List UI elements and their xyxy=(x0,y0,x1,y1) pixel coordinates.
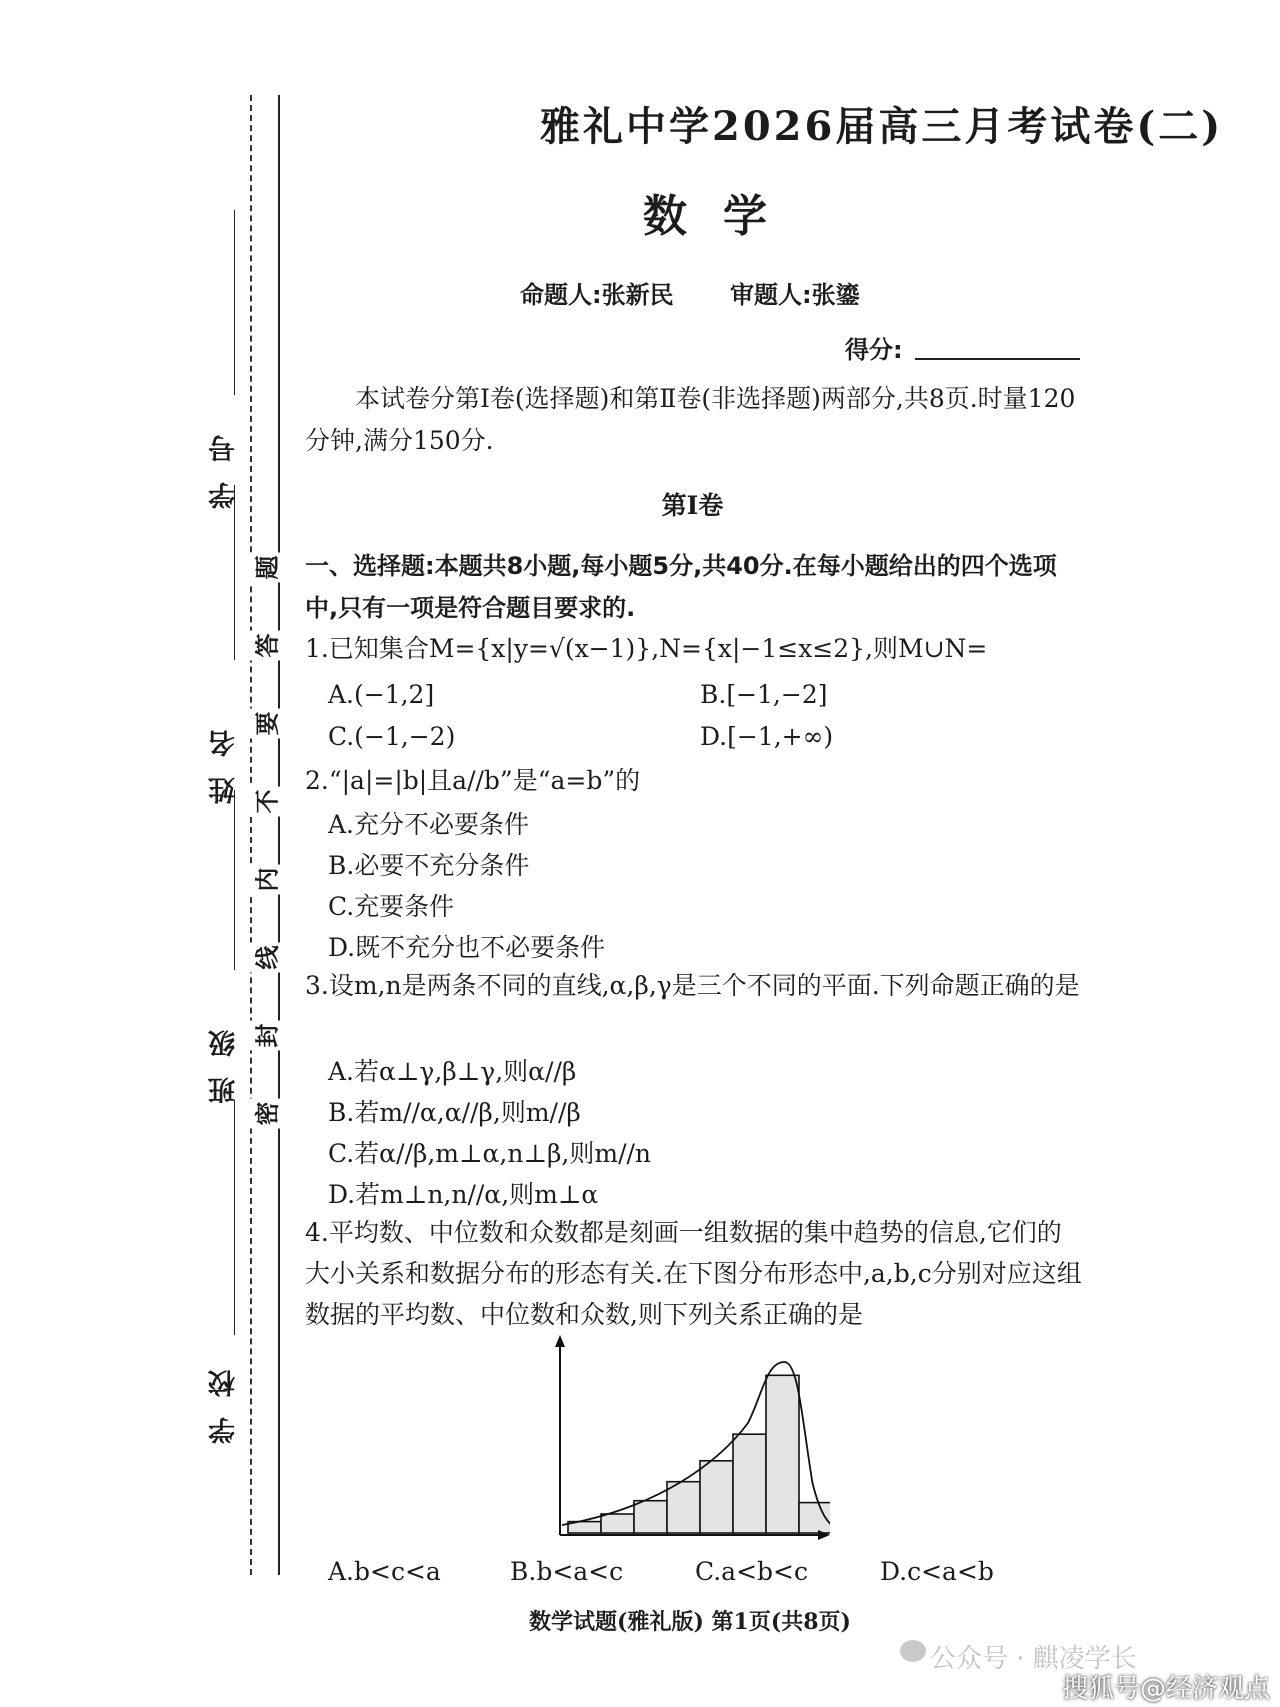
seal-char: 线 xyxy=(248,943,283,973)
q4-option-d[interactable]: D.c<a<b xyxy=(880,1557,994,1586)
author-line: 命题人:张新民 xyxy=(520,281,674,309)
question-3-stem: 3.设m,n是两条不同的直线,α,β,γ是三个不同的平面.下列命题正确的是 xyxy=(305,971,1080,1000)
seal-char: 要 xyxy=(248,709,283,739)
school-blank[interactable] xyxy=(234,1100,235,1335)
q3-option-a[interactable]: A.若α⊥γ,β⊥γ,则α//β xyxy=(328,1057,577,1086)
subject-title: 数学 xyxy=(643,191,803,242)
class-blank[interactable] xyxy=(234,790,235,970)
q2-option-b[interactable]: B.必要不充分条件 xyxy=(328,851,530,880)
q3-option-d[interactable]: D.若m⊥n,n//α,则m⊥α xyxy=(328,1180,599,1209)
question-4-stem: 4.平均数、中位数和众数都是刻画一组数据的集中趋势的信息,它们的大小关系和数据分布的形态有关.在下图分布形态中,a,b,c分别对应这组数据的平均数、中位数和众数,则下列关系正确的是 xyxy=(305,1218,1082,1329)
seal-char: 密 xyxy=(248,1099,283,1129)
q2-option-a[interactable]: A.充分不必要条件 xyxy=(328,810,530,839)
q3-option-c[interactable]: C.若α//β,m⊥α,n⊥β,则m//n xyxy=(328,1139,652,1168)
reviewer-line: 审题人:张鎏 xyxy=(730,281,860,309)
page-footer: 数学试题(雅礼版) 第1页(共8页) xyxy=(529,1609,851,1635)
q1-option-b[interactable]: B.[−1,−2] xyxy=(700,680,828,709)
histogram-bar xyxy=(700,1461,733,1533)
seal-char: 内 xyxy=(248,865,283,895)
score-label: 得分: xyxy=(845,336,903,364)
exam-instructions: 本试卷分第Ⅰ卷(选择题)和第Ⅱ卷(非选择题)两部分,共8页.时量120分钟,满分150分. xyxy=(305,384,1076,455)
wechat-icon xyxy=(900,1640,926,1662)
q1-option-c[interactable]: C.(−1,−2) xyxy=(328,722,456,751)
watermark-wechat: 公众号 · 麒凌学长 xyxy=(930,1644,1137,1674)
section-title: 一、选择题:本题共8小题,每小题5分,共40分.在每小题给出的四个选项中,只有一项是符合题目要求的. xyxy=(305,552,1057,622)
q4-option-a[interactable]: A.b<c<a xyxy=(328,1557,441,1586)
q2-option-c[interactable]: C.充要条件 xyxy=(328,892,455,921)
histogram-bar xyxy=(634,1501,667,1533)
score-blank[interactable] xyxy=(915,358,1080,360)
binding-dashed-line xyxy=(250,95,252,1575)
seal-char: 封 xyxy=(248,1021,283,1051)
q4-option-c[interactable]: C.a<b<c xyxy=(695,1557,808,1586)
histogram-bar xyxy=(601,1514,634,1533)
histogram-bar xyxy=(667,1482,700,1533)
q1-option-a[interactable]: A.(−1,2] xyxy=(328,680,435,709)
school-label: 学校 xyxy=(209,1350,240,1444)
seal-char: 题 xyxy=(248,553,283,583)
question-1-stem: 1.已知集合M={x|y=√(x−1)},N={x|−1≤x≤2},则M∪N= xyxy=(305,634,988,663)
q4-option-b[interactable]: B.b<a<c xyxy=(510,1557,624,1586)
q3-option-b[interactable]: B.若m//α,α//β,则m//β xyxy=(328,1098,581,1127)
histogram-bars xyxy=(568,1375,830,1533)
student-id-label: 学号 xyxy=(209,415,240,509)
student-id-blank[interactable] xyxy=(234,210,235,395)
seal-char: 答 xyxy=(248,631,283,661)
distribution-histogram xyxy=(540,1335,830,1545)
q2-option-d[interactable]: D.既不充分也不必要条件 xyxy=(328,933,606,962)
y-axis-arrow xyxy=(555,1335,565,1347)
name-label: 姓名 xyxy=(209,710,240,804)
q1-option-d[interactable]: D.[−1,+∞) xyxy=(700,722,834,751)
binding-solid-line xyxy=(278,95,280,1575)
watermark-sohu: 搜狐号@经济观点 xyxy=(1062,1674,1271,1704)
histogram-bar xyxy=(733,1434,766,1533)
class-label: 班级 xyxy=(209,1010,240,1104)
exam-title: 雅礼中学2026届高三月考试卷(二) xyxy=(540,103,1224,150)
volume-title: 第Ⅰ卷 xyxy=(661,491,724,520)
question-2-stem: 2.“|a|=|b|且a//b”是“a=b”的 xyxy=(305,766,641,795)
histogram-bar xyxy=(766,1375,799,1533)
seal-char: 不 xyxy=(248,787,283,817)
